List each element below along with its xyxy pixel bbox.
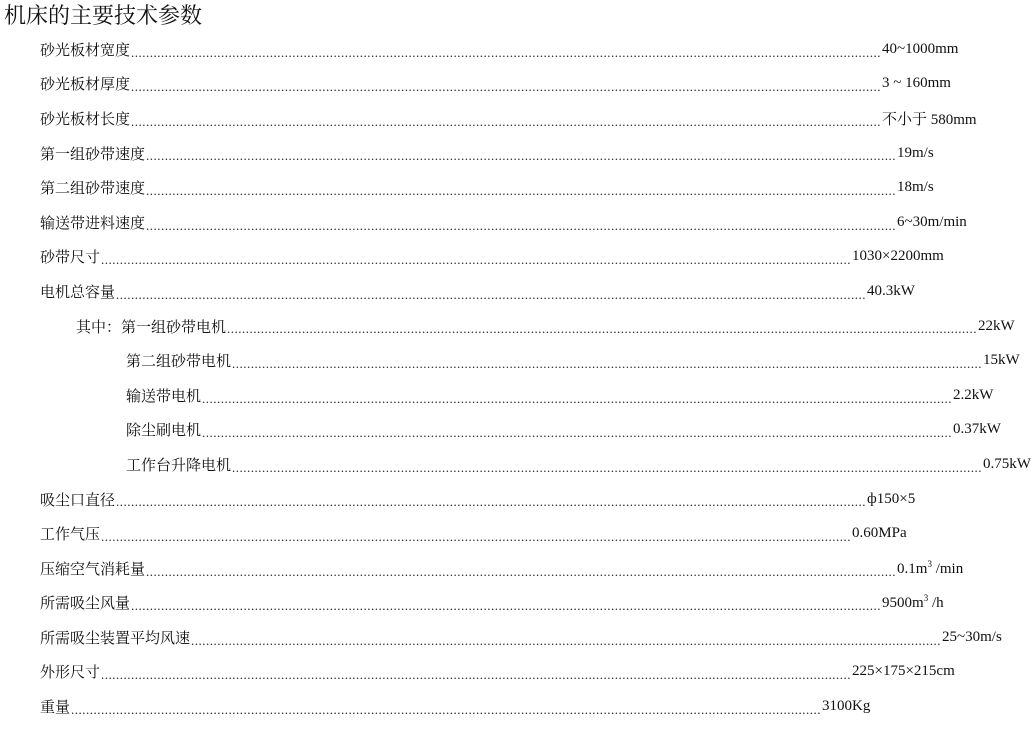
leader-dots: ........................................................................................................................................................................................................ (71, 701, 822, 717)
leader-dots: ........................................................................................................................................................................................................ (191, 632, 942, 648)
leader-dots: ........................................................................................................................................................................................................ (146, 563, 897, 579)
spec-value: 15kW (983, 352, 1020, 369)
spec-row-belt2-speed (0, 170, 934, 205)
spec-label: 重量 (40, 698, 71, 717)
spec-value: 3 ~ 160mm (882, 75, 951, 92)
spec-row-belt1-speed (0, 136, 934, 171)
spec-row-dimensions (0, 655, 955, 690)
spec-value: 不小于 580mm (882, 111, 977, 128)
spec-row-belt-size (0, 240, 944, 275)
spec-value: 3100Kg (822, 698, 871, 715)
leader-dots: ........................................................................................................................................................................................................ (146, 217, 897, 233)
spec-label: 电机总容量 (40, 282, 116, 301)
spec-value: 0.37kW (953, 421, 1001, 438)
spec-value: 1030×2200mm (852, 248, 944, 265)
spec-label: 第二组砂带速度 (40, 179, 146, 198)
spec-row-width (0, 32, 959, 67)
leader-dots: ........................................................................................................................................................................................................ (116, 286, 867, 302)
leader-dots: ........................................................................................................................................................................................................ (116, 494, 867, 510)
spec-row-dust-air-speed (0, 620, 1002, 655)
spec-value: 22kW (978, 317, 1015, 334)
spec-row-weight (0, 689, 871, 724)
leader-dots: ........................................................................................................................................................................................................ (232, 355, 983, 371)
page-title: 机床的主要技术参数 (4, 4, 203, 29)
spec-label: 输送带电机 (126, 386, 202, 405)
spec-value: 25~30m/s (942, 628, 1002, 645)
leader-dots: ........................................................................................................................................................................................................ (232, 459, 983, 475)
spec-label: 第二组砂带电机 (126, 352, 232, 371)
spec-label: 砂光板材长度 (40, 109, 131, 128)
spec-value: 6~30m/min (897, 213, 967, 230)
spec-label: 外形尺寸 (40, 663, 101, 682)
spec-label: 第一组砂带速度 (40, 144, 146, 163)
leader-dots: ........................................................................................................................................................................................................ (131, 44, 882, 60)
spec-value: 40.3kW (867, 282, 915, 299)
spec-row-dust-port (0, 482, 916, 517)
spec-row-thickness (0, 67, 951, 102)
spec-row-dust-airflow (0, 586, 944, 621)
spec-label: 工作台升降电机 (126, 455, 232, 474)
spec-row-motor-table-lift (0, 447, 1031, 482)
spec-prefix: 其中： (76, 317, 122, 336)
spec-value: ф150×5 (867, 490, 916, 507)
spec-value: 2.2kW (953, 386, 994, 403)
spec-label: 第一组砂带电机 (121, 317, 227, 336)
spec-label: 砂光板材宽度 (40, 40, 131, 59)
spec-label: 所需吸尘装置平均风速 (40, 628, 191, 647)
leader-dots: ........................................................................................................................................................................................................ (146, 148, 897, 164)
spec-value: 225×175×215cm (852, 663, 955, 680)
spec-row-motor-belt2 (0, 343, 1020, 378)
spec-value: 18m/s (897, 179, 934, 196)
spec-row-air-pressure (0, 516, 907, 551)
leader-dots: ........................................................................................................................................................................................................ (131, 79, 882, 95)
spec-row-length (0, 101, 977, 136)
leader-dots: ........................................................................................................................................................................................................ (202, 425, 953, 441)
leader-dots: ........................................................................................................................................................................................................ (131, 598, 882, 614)
spec-value: $0.1m^3$ /min (897, 558, 964, 577)
leader-dots: ........................................................................................................................................................................................................ (131, 113, 882, 129)
leader-dots: ........................................................................................................................................................................................................ (101, 528, 852, 544)
spec-label: 压缩空气消耗量 (40, 559, 146, 578)
spec-value: 40~1000mm (882, 40, 959, 57)
spec-label: 砂光板材厚度 (40, 75, 131, 94)
spec-value: 19m/s (897, 144, 934, 161)
spec-value: $9500m^3$ /h (882, 593, 944, 612)
spec-row-total-motor (0, 274, 915, 309)
spec-label: 砂带尺寸 (40, 248, 101, 267)
spec-label: 输送带进料速度 (40, 213, 146, 232)
spec-value: 0.60MPa (852, 525, 907, 542)
leader-dots: ........................................................................................................................................................................................................ (202, 390, 953, 406)
spec-label: 所需吸尘风量 (40, 594, 131, 613)
leader-dots: ........................................................................................................................................................................................................ (101, 667, 852, 683)
spec-value: 0.75kW (983, 455, 1031, 472)
spec-row-motor-conveyor (0, 378, 994, 413)
spec-label: 除尘刷电机 (126, 421, 202, 440)
spec-row-feed-speed (0, 205, 967, 240)
spec-row-motor-belt1 (0, 309, 1015, 344)
spec-row-air-consumption (0, 551, 964, 586)
spec-label: 吸尘口直径 (40, 490, 116, 509)
leader-dots: ........................................................................................................................................................................................................ (101, 252, 852, 268)
leader-dots: ........................................................................................................................................................................................................ (227, 321, 978, 337)
spec-label: 工作气压 (40, 525, 101, 544)
spec-row-motor-brush (0, 413, 1001, 448)
spec-list (0, 32, 1031, 724)
leader-dots: ........................................................................................................................................................................................................ (146, 182, 897, 198)
